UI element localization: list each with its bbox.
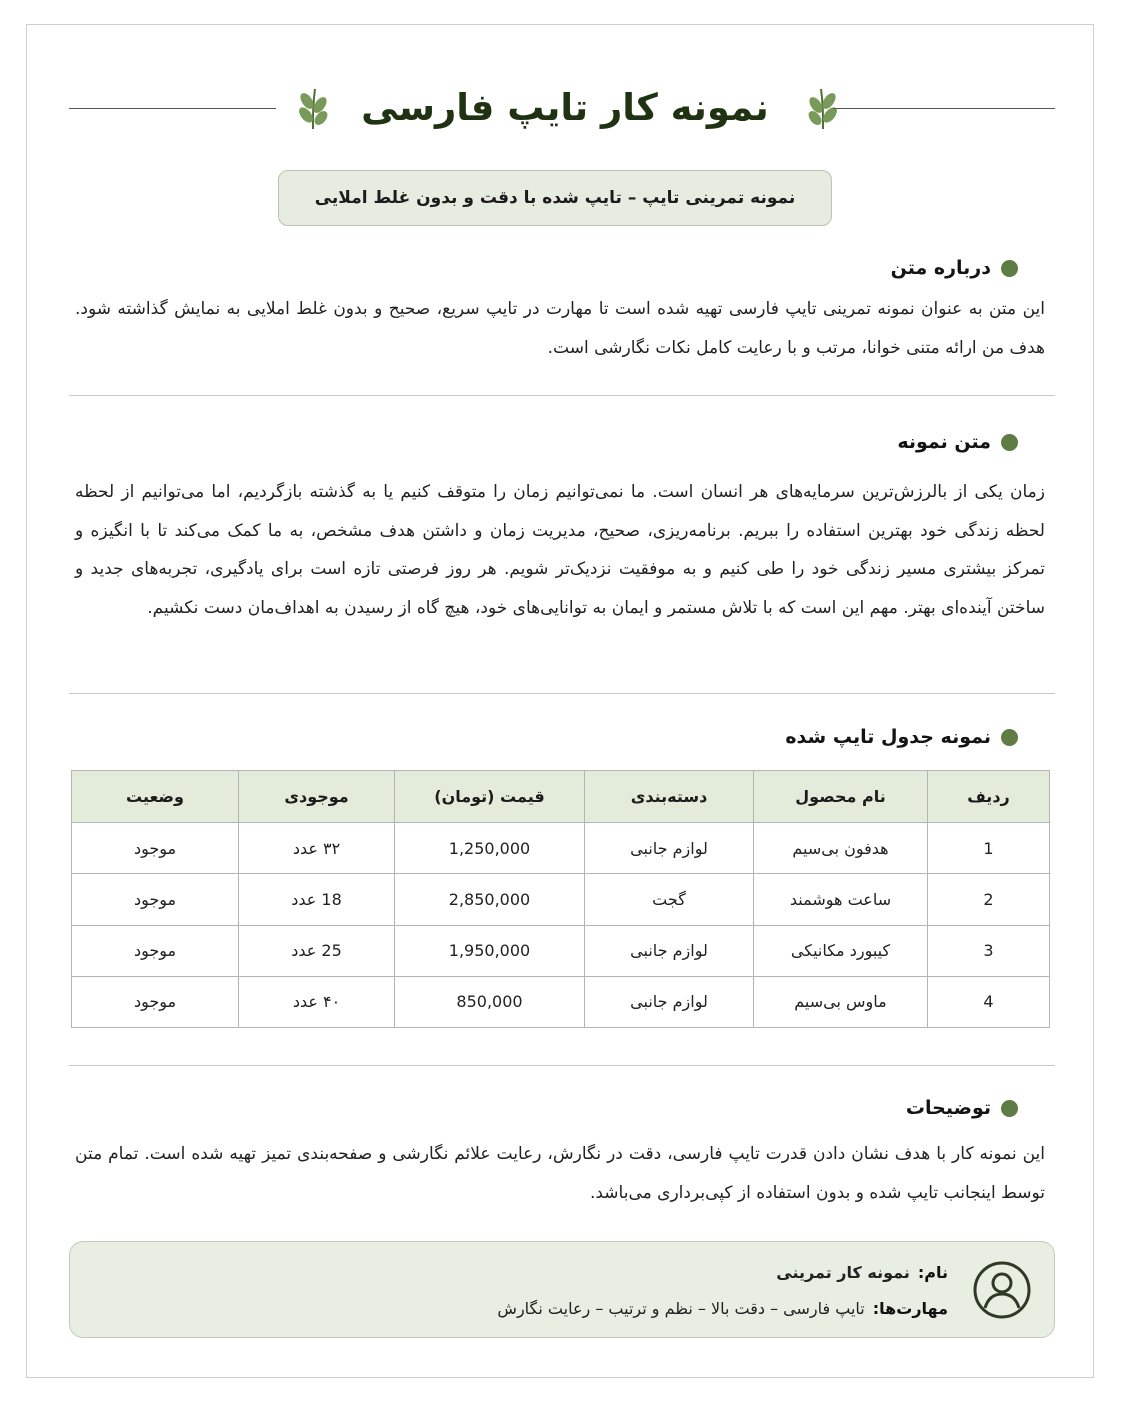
name-label: نام: [917,1262,948,1282]
page-title: نمونه کار تایپ فارسی [361,86,769,129]
table-row [72,874,1050,925]
leaf-sprig-icon [295,85,331,131]
table-header-row [72,771,1050,823]
divider [69,1065,1055,1066]
section-title: توضیحات [905,1097,991,1119]
section-title: درباره متن [890,257,991,279]
table-cell: هدفون بی‌سیم [754,823,928,874]
table-cell: ۴۰ عدد [239,976,395,1027]
product-table [71,770,1050,1028]
column-header: نام محصول [754,771,928,823]
table-cell: ماوس بی‌سیم [754,976,928,1027]
column-header: دسته‌بندی [585,771,754,823]
table-cell: 1,950,000 [395,925,585,976]
table-cell: 18 عدد [239,874,395,925]
column-header: وضعیت [72,771,239,823]
table-row [72,976,1050,1027]
section-heading-notes [906,1093,1018,1123]
sample-paragraph: زمان یکی از بالرزش‌ترین سرمایه‌های هر انسان است. ما نمی‌توانیم زمان را متوقف کنیم یا به گذشته بازگردیم، اما می‌توانیم از لحظه لحظه زندگی خود بهترین استفاده را ببریم. برنامه‌ریزی، صحیح، مدیریت زمان و داشتن هدف مشخص، به ما کمک می‌کند تا با انگیزه و تمرکز بیشتری مسیر زندگی خود را طی کنیم و به موفقیت نزدیک‌تر شویم. هر روز فرصتی تازه است برای یادگیری، تجربه‌های جدید و ساختن آینده‌ای بهتر. مهم این است که با تلاش مستمر و ایمان به توانایی‌های خود، هیچ گاه از رسیدن به اهداف‌مان دست نکشیم. [75,482,1045,618]
table-cell: 2 [928,874,1050,925]
profile-card [69,1241,1055,1338]
green-dot-icon [1001,434,1018,451]
profile-text [497,1254,948,1326]
divider [69,395,1055,396]
table-cell: لوازم جانبی [585,976,754,1027]
table-cell: لوازم جانبی [585,823,754,874]
skills-label: مهارت‌ها: [872,1298,948,1318]
table-cell: موجود [72,976,239,1027]
column-header: موجودی [239,771,395,823]
title-rule-right [833,108,1055,109]
name-value: نمونه کار تمرینی [776,1262,910,1282]
green-dot-icon [1001,729,1018,746]
title-rule-left [69,108,276,109]
table-row [72,823,1050,874]
green-dot-icon [1001,260,1018,277]
about-paragraph: این متن به عنوان نمونه تمرینی تایپ فارسی تهیه شده است تا مهارت در تایپ سریع، صحیح و بدون غلط املایی به نمایش گذاشته شود. هدف من ارائه متنی خوانا، مرتب و با رعایت کامل نکات نگارشی است. [75,299,1045,358]
profile-name-line [497,1254,948,1290]
title-row [69,85,1055,145]
table-cell: 4 [928,976,1050,1027]
column-header: قیمت (تومان) [395,771,585,823]
table-cell: موجود [72,823,239,874]
table-cell: کیبورد مکانیکی [754,925,928,976]
table-cell: گجت [585,874,754,925]
table-cell: ساعت هوشمند [754,874,928,925]
divider [69,693,1055,694]
user-circle-icon [972,1260,1032,1320]
table-cell: 1 [928,823,1050,874]
table-cell: ۳۲ عدد [239,823,395,874]
page-frame [26,24,1094,1378]
section-heading-table [785,722,1018,752]
column-header: ردیف [928,771,1050,823]
table-cell: لوازم جانبی [585,925,754,976]
table-cell: موجود [72,925,239,976]
section-title: نمونه جدول تایپ شده [785,726,991,748]
table-cell: 1,250,000 [395,823,585,874]
table-cell: 3 [928,925,1050,976]
notes-paragraph: این نمونه کار با هدف نشان دادن قدرت تایپ فارسی، دقت در نگارش، رعایت علائم نگارشی و صفحه‌بندی تمیز تهیه شده است. تمام متن توسط اینجانب تایپ شده و بدون استفاده از کپی‌برداری می‌باشد. [75,1144,1045,1203]
table-cell: موجود [72,874,239,925]
table-cell: 850,000 [395,976,585,1027]
section-heading-about [891,253,1018,283]
section-heading-sample [897,427,1018,457]
section-title: متن نمونه [897,431,991,453]
skills-value: تایپ فارسی – دقت بالا – نظم و ترتیب – رعایت نگارش [497,1298,865,1318]
profile-skills-line [497,1290,948,1326]
table-cell: 25 عدد [239,925,395,976]
table-cell: 2,850,000 [395,874,585,925]
subtitle-box: نمونه تمرینی تایپ – تایپ شده با دقت و بدون غلط املایی [278,170,832,226]
green-dot-icon [1001,1100,1018,1117]
table-row [72,925,1050,976]
